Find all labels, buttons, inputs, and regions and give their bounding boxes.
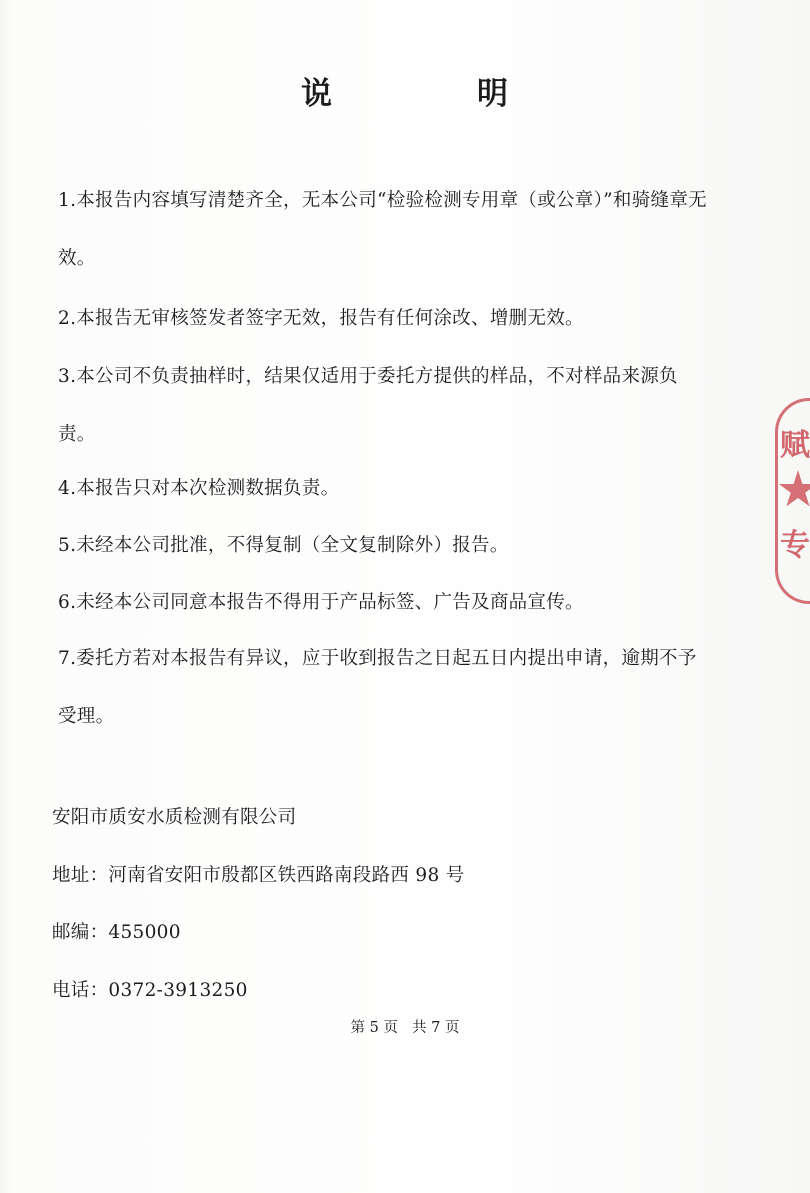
notice-item-1: 1.本报告内容填写清楚齐全，无本公司“检验检测专用章（或公章）”和骑缝章无效。 — [58, 190, 707, 269]
page-total: 共 7 页 — [412, 1020, 460, 1036]
seal-char-1: 赋 — [780, 428, 810, 463]
company-postcode: 邮编：455000 — [52, 922, 181, 943]
page-footer — [0, 1016, 810, 1037]
notice-item-4: 4.本报告只对本次检测数据负责。 — [58, 478, 340, 499]
title-char-1: 说 — [301, 76, 333, 112]
notice-item-2: 2.本报告无审核签发者签字无效，报告有任何涂改、增删无效。 — [58, 308, 584, 329]
company-name: 安阳市质安水质检测有限公司 — [52, 807, 297, 828]
notice-item-7: 7.委托方若对本报告有异议，应于收到报告之日起五日内提出申请，逾期不予受理。 — [58, 648, 697, 727]
notice-item-3: 3.本公司不负责抽样时，结果仅适用于委托方提供的样品，不对样品来源负责。 — [58, 366, 678, 445]
notice-item-5: 5.未经本公司批准，不得复制（全文复制除外）报告。 — [58, 535, 509, 556]
company-address: 地址：河南省安阳市殷都区铁西路南段路西 98 号 — [52, 865, 465, 886]
notice-item-6: 6.未经本公司同意本报告不得用于产品标签、广告及商品宣传。 — [58, 592, 584, 613]
title-char-2: 明 — [477, 76, 509, 112]
page-number: 第 5 页 — [350, 1020, 398, 1036]
company-phone: 电话：0372-3913250 — [52, 980, 248, 1001]
seal-char-2: 专 — [780, 528, 810, 563]
page-title — [0, 68, 810, 113]
